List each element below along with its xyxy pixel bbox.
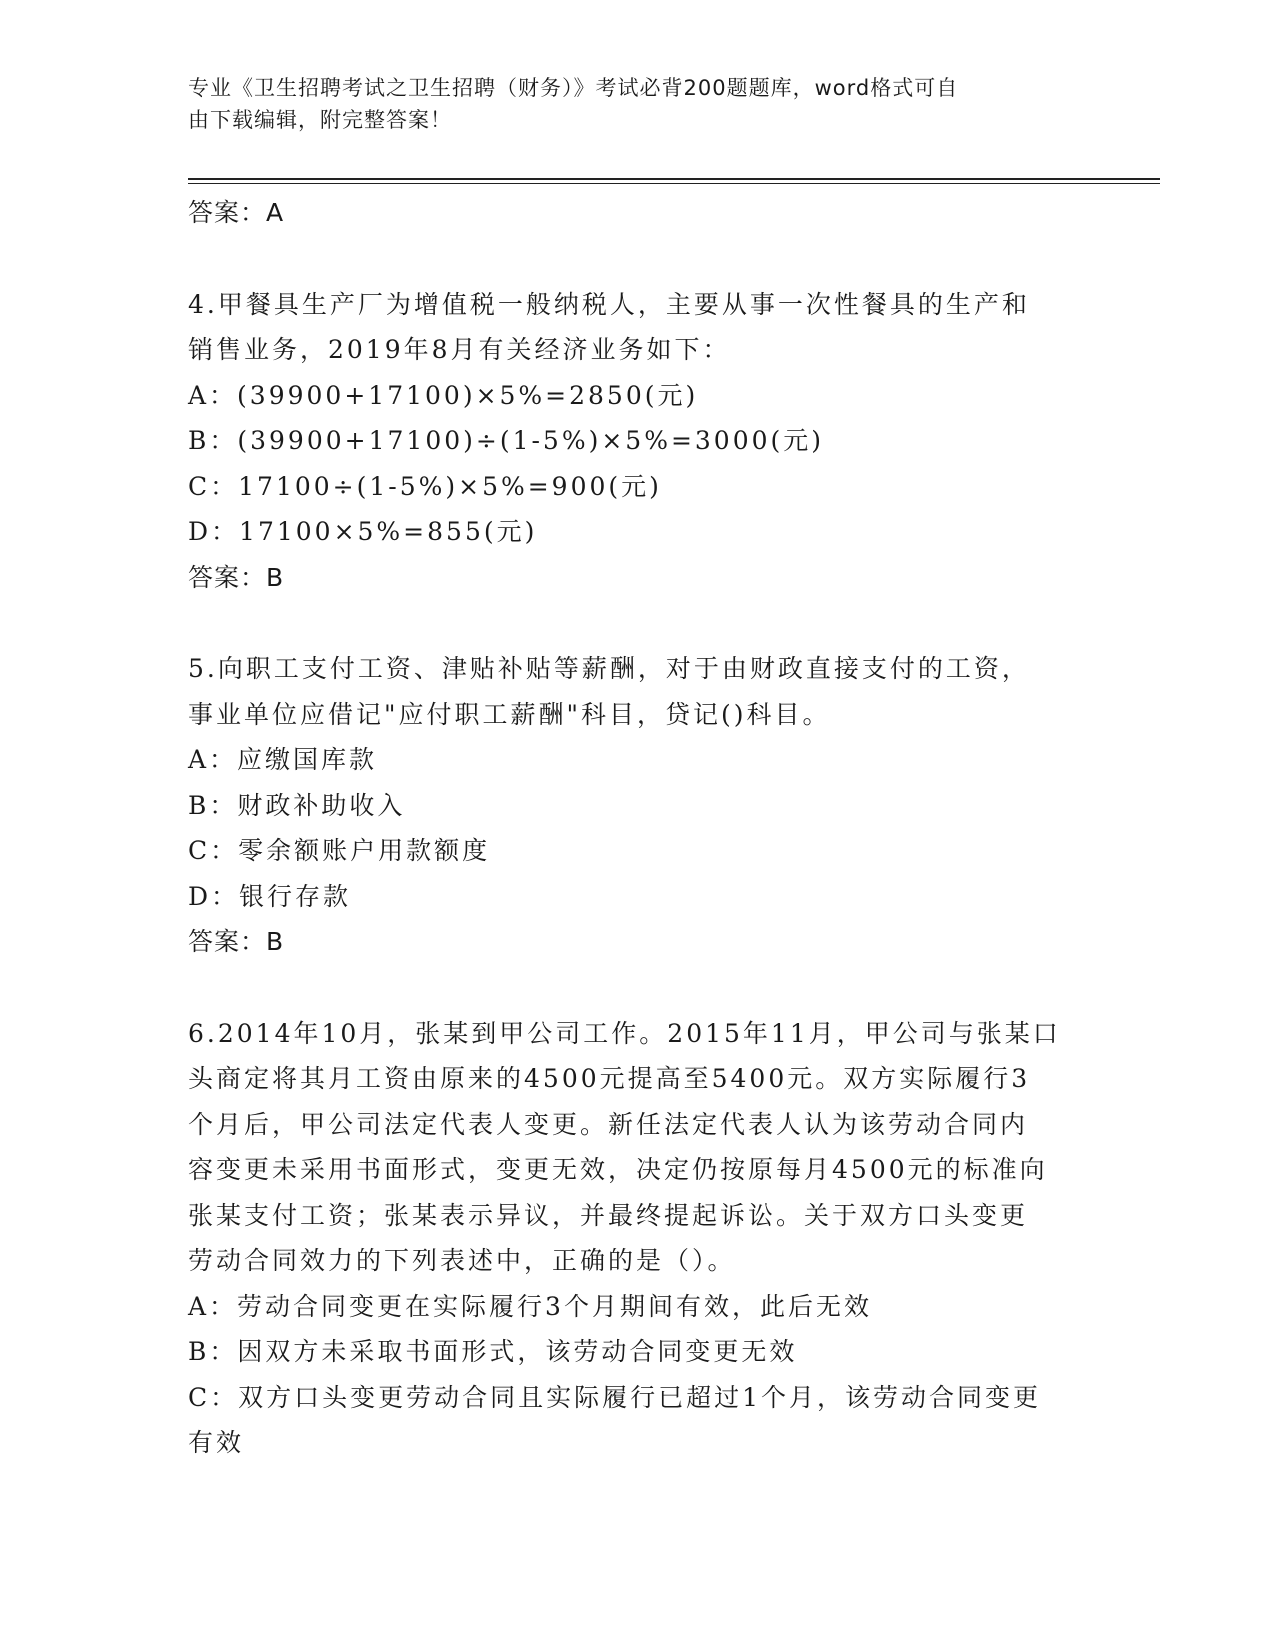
option-b: B：因双方未采取书面形式，该劳动合同变更无效 — [188, 1337, 798, 1366]
answer-line: 答案：B — [188, 927, 285, 956]
question-content — [188, 190, 1088, 1466]
answer-line: 答案：A — [188, 198, 285, 227]
option-a: A：(39900+17100)×5%=2850(元) — [188, 380, 699, 410]
header-title-line-2: 由下载编辑，附完整答案！ — [188, 108, 452, 132]
option-c: C：17100÷(1-5%)×5%=900(元) — [188, 471, 662, 501]
option-b: B：(39900+17100)÷(1-5%)×5%=3000(元) — [188, 426, 825, 455]
option-c: C：零余额账户用款额度 — [188, 836, 491, 865]
question-text-line: 销售业务，2019年8月有关经济业务如下： — [188, 335, 731, 364]
question-6 — [188, 1011, 1088, 1466]
header-divider-thin — [188, 183, 1160, 184]
question-text-line: 头商定将其月工资由原来的4500元提高至5400元。双方实际履行3 — [188, 1064, 1031, 1093]
question-text-line: 6.2014年10月，张某到甲公司工作。2015年11月，甲公司与张某口 — [188, 1018, 1061, 1048]
answer-line: 答案：B — [188, 562, 285, 592]
option-c-continued: 有效 — [188, 1428, 245, 1457]
question-5 — [188, 646, 1088, 965]
question-text-line: 4.甲餐具生产厂为增值税一般纳税人，主要从事一次性餐具的生产和 — [188, 289, 1030, 319]
block-spacer — [188, 600, 1088, 646]
question-text-line: 张某支付工资；张某表示异议，并最终提起诉讼。关于双方口头变更 — [188, 1200, 1029, 1230]
header-title-line-1: 专业《卫生招聘考试之卫生招聘（财务）》考试必背200题题库，word格式可自 — [188, 76, 959, 100]
question-4 — [188, 282, 1088, 601]
block-spacer — [188, 965, 1088, 1011]
header-divider-thick — [188, 178, 1160, 180]
option-a: A：应缴国库款 — [188, 745, 378, 774]
question-text-line: 5.向职工支付工资、津贴补贴等薪酬，对于由财政直接支付的工资， — [188, 654, 1030, 683]
question-text-line: 容变更未采用书面形式，变更无效，决定仍按原每月4500元的标准向 — [188, 1155, 1048, 1184]
option-a: A：劳动合同变更在实际履行3个月期间有效，此后无效 — [188, 1291, 872, 1321]
option-d: D：银行存款 — [188, 881, 352, 911]
question-text-line: 事业单位应借记"应付职工薪酬"科目，贷记()科目。 — [188, 699, 831, 729]
page-header — [188, 72, 1068, 136]
option-c: C：双方口头变更劳动合同且实际履行已超过1个月，该劳动合同变更 — [188, 1382, 1042, 1412]
question-text-line: 个月后，甲公司法定代表人变更。新任法定代表人认为该劳动合同内 — [188, 1109, 1029, 1139]
option-d: D：17100×5%=855(元) — [188, 517, 538, 546]
option-b: B：财政补助收入 — [188, 790, 406, 820]
block-spacer — [188, 236, 1088, 282]
question-text-line: 劳动合同效力的下列表述中，正确的是（）。 — [188, 1246, 736, 1275]
